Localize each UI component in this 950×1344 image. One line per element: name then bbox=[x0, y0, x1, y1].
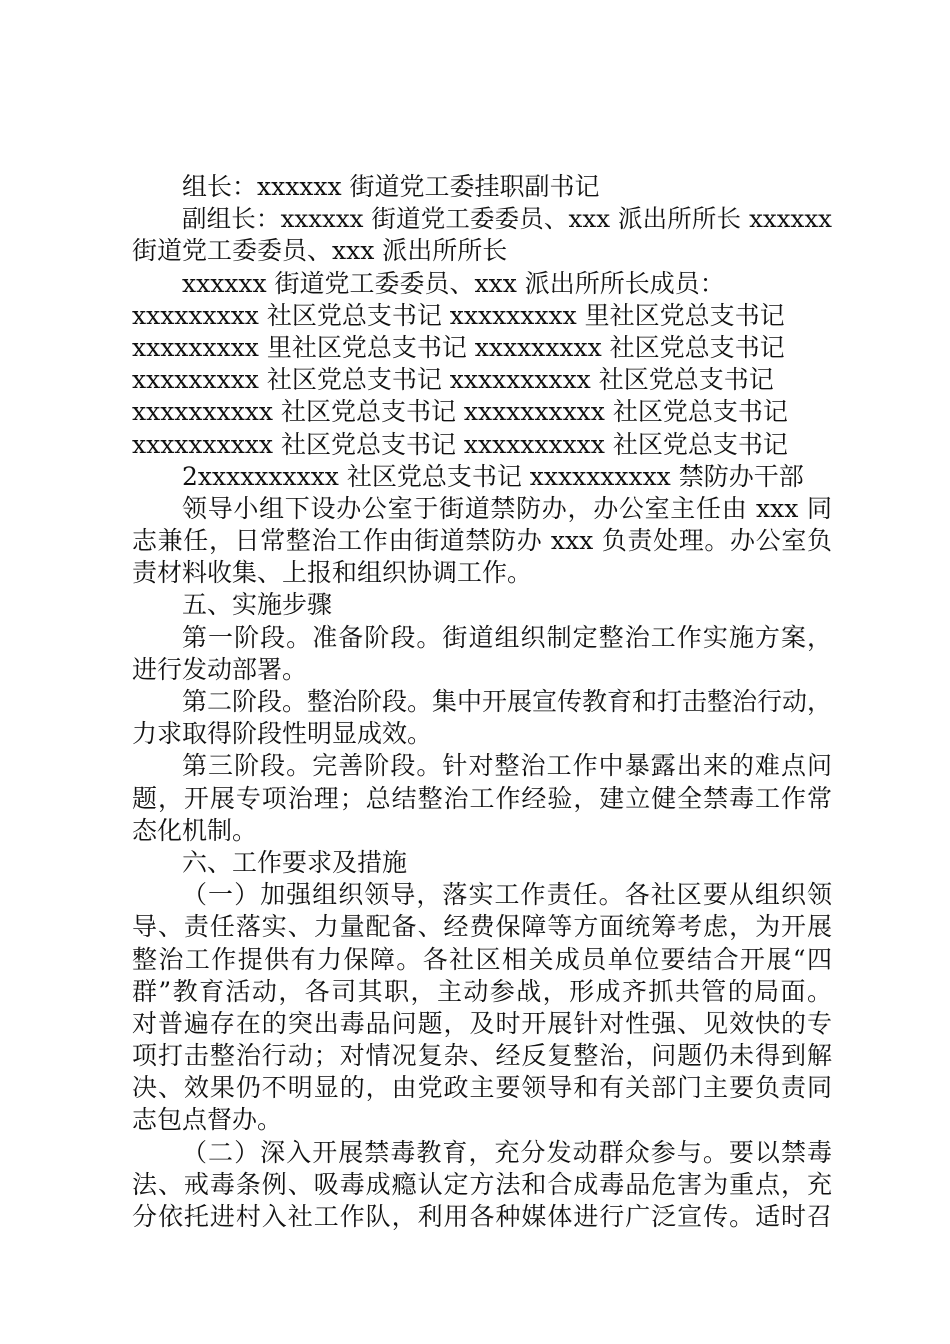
document-line: 第三阶段。完善阶段。针对整治工作中暴露出来的难点问 bbox=[182, 751, 832, 781]
document-line: 分依托进村入社工作队，利用各种媒体进行广泛宣传。适时召 bbox=[132, 1202, 832, 1231]
document-line: （一）加强组织领导，落实工作责任。各社区要从组织领 bbox=[182, 880, 832, 910]
document-line: 副组长：xxxxxx 街道党工委委员、xxx 派出所所长 xxxxxx bbox=[182, 204, 832, 234]
document-line: （二）深入开展禁毒教育，充分发动群众参与。要以禁毒 bbox=[182, 1137, 832, 1167]
document-line: 决、效果仍不明显的，由党政主要领导和有关部门主要负责同 bbox=[132, 1073, 832, 1103]
document-line: 态化机制。 bbox=[132, 815, 258, 845]
document-line: 责材料收集、上报和组织协调工作。 bbox=[132, 558, 533, 588]
document-line: 项打击整治行动；对情况复杂、经反复整治，问题仍未得到解 bbox=[132, 1041, 832, 1071]
document-line: 群”教育活动，各司其职，主动参战，形成齐抓共管的局面。 bbox=[132, 976, 832, 1006]
document-line: xxxxxxxxx 里社区党总支书记 xxxxxxxxx 社区党总支书记 bbox=[132, 332, 785, 362]
document-line: 第二阶段。整治阶段。集中开展宣传教育和打击整治行动， bbox=[182, 687, 833, 716]
document-line: 题，开展专项治理；总结整治工作经验，建立健全禁毒工作常 bbox=[132, 783, 832, 813]
document-line: 志兼任，日常整治工作由街道禁防办 xxx 负责处理。办公室负 bbox=[132, 526, 832, 556]
document-line: 法、戒毒条例、吸毒成瘾认定方法和合成毒品危害为重点，充 bbox=[132, 1169, 832, 1199]
document-line: xxxxxxxxxx 社区党总支书记 xxxxxxxxxx 社区党总支书记 bbox=[132, 429, 788, 459]
document-line: 整治工作提供有力保障。各社区相关成员单位要结合开展“四 bbox=[132, 944, 832, 974]
document-line: 组长：xxxxxx 街道党工委挂职副书记 bbox=[182, 172, 600, 201]
document-line: 六、工作要求及措施 bbox=[182, 847, 408, 877]
document-line: xxxxxxxxx 社区党总支书记 xxxxxxxxxx 社区党总支书记 bbox=[132, 365, 774, 395]
document-line: 志包点督办。 bbox=[132, 1105, 283, 1135]
document-line: 进行发动部署。 bbox=[132, 654, 308, 684]
document-line: 第一阶段。准备阶段。街道组织制定整治工作实施方案， bbox=[182, 622, 832, 652]
document-body bbox=[132, 171, 832, 1233]
document-line: xxxxxx 街道党工委委员、xxx 派出所所长成员： bbox=[182, 268, 725, 298]
document-line: xxxxxxxxxx 社区党总支书记 xxxxxxxxxx 社区党总支书记 bbox=[132, 397, 788, 427]
document-line: 2xxxxxxxxxx 社区党总支书记 xxxxxxxxxx 禁防办干部 bbox=[182, 461, 804, 491]
document-line: 导、责任落实、力量配备、经费保障等方面统筹考虑，为开展 bbox=[132, 912, 832, 942]
document-line: 街道党工委委员、xxx 派出所所长 bbox=[132, 236, 508, 266]
document-line: xxxxxxxxx 社区党总支书记 xxxxxxxxx 里社区党总支书记 bbox=[132, 300, 785, 330]
document-line: 对普遍存在的突出毒品问题，及时开展针对性强、见效快的专 bbox=[132, 1008, 832, 1038]
document-line: 五、实施步骤 bbox=[182, 590, 333, 620]
document-line: 力求取得阶段性明显成效。 bbox=[132, 719, 433, 749]
document-line: 领导小组下设办公室于街道禁防办，办公室主任由 xxx 同 bbox=[182, 493, 832, 523]
